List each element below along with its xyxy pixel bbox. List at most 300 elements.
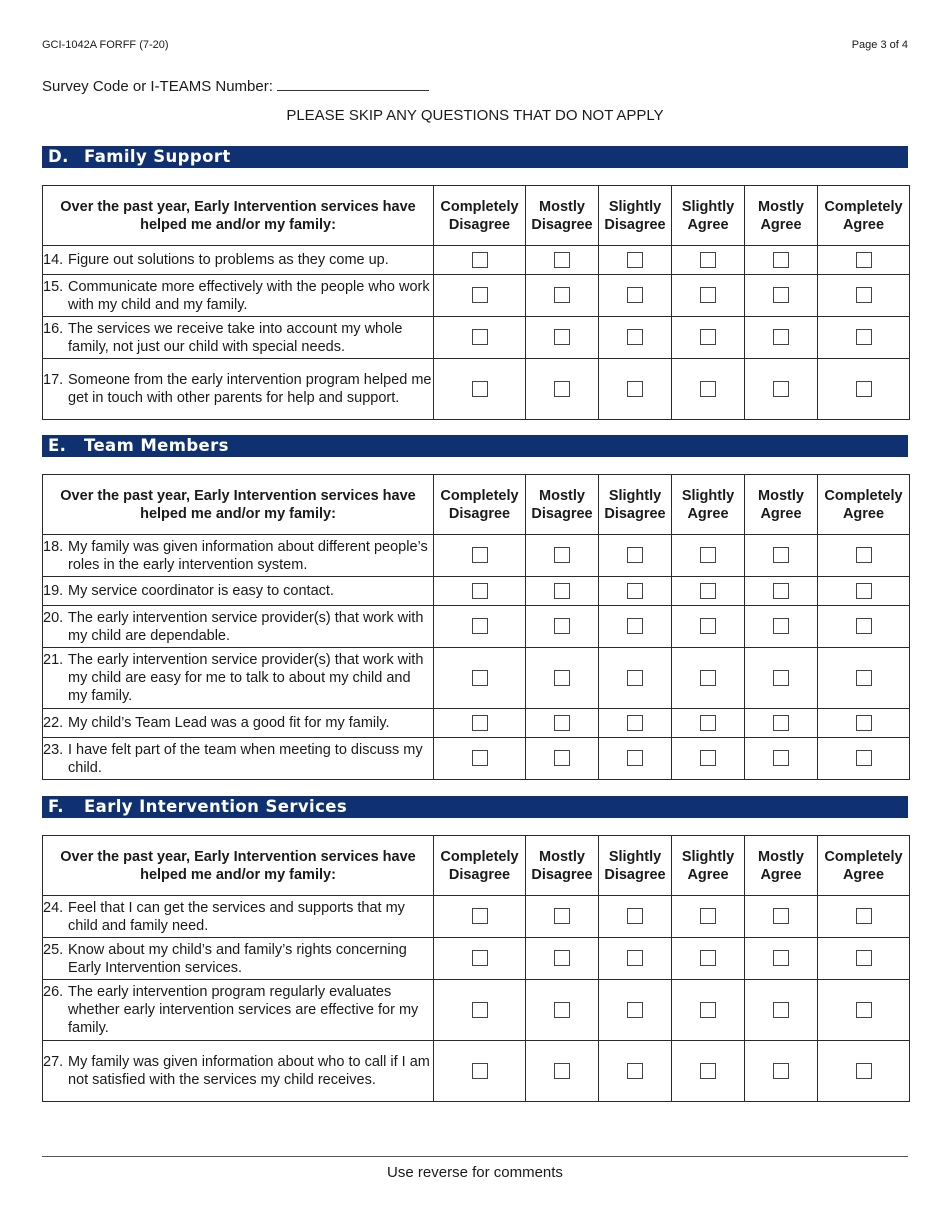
answer-checkbox[interactable] [472,583,488,599]
answer-cell [599,577,672,606]
question-item [43,609,433,645]
answer-checkbox[interactable] [627,329,643,345]
answer-checkbox[interactable] [856,1002,872,1018]
answer-cell [672,1041,745,1102]
answer-cell [672,896,745,938]
answer-checkbox[interactable] [472,715,488,731]
question-number: 14. [43,252,64,268]
scale-heading-line: Mostly [539,487,585,504]
answer-cell [599,246,672,275]
section-title: Team Members [84,436,229,455]
answer-cell [745,738,818,780]
scale-heading-line: Agree [687,216,729,233]
answer-checkbox[interactable] [554,1063,570,1079]
answer-cell [818,577,910,606]
answer-cell [818,317,910,359]
answer-checkbox[interactable] [472,329,488,345]
question-item [43,1053,433,1089]
footer-divider [42,1156,908,1157]
scale-column-heading [434,836,526,896]
answer-cell [818,738,910,780]
answer-checkbox[interactable] [700,908,716,924]
answer-checkbox[interactable] [856,950,872,966]
answer-cell [745,980,818,1041]
question-number: 21. [43,652,64,668]
scale-heading-line: Slightly [608,198,662,215]
question-text: Know about my child’s and family’s rights concerning Early Intervention services. [68,941,407,976]
answer-checkbox[interactable] [554,287,570,303]
answer-cell [818,648,910,709]
section-d-table [42,185,910,420]
answer-checkbox[interactable] [554,1002,570,1018]
answer-checkbox[interactable] [773,950,789,966]
scale-heading-line: Slightly [681,198,735,215]
skip-note: PLEASE SKIP ANY QUESTIONS THAT DO NOT APPLY [286,107,664,124]
answer-checkbox[interactable] [773,329,789,345]
answer-cell [745,648,818,709]
answer-cell [745,317,818,359]
question-item [43,651,433,705]
scale-heading-line: Completely [824,198,903,215]
answer-cell [599,896,672,938]
answer-cell [526,896,599,938]
answer-cell [672,577,745,606]
question-row [43,275,910,317]
scale-heading-line: Completely [824,487,903,504]
question-text: My service coordinator is easy to contact. [68,583,334,599]
scale-column-heading [526,836,599,896]
answer-checkbox[interactable] [700,287,716,303]
answer-cell [672,246,745,275]
answer-cell [599,359,672,420]
question-row [43,938,910,980]
answer-checkbox[interactable] [472,618,488,634]
scale-column-heading [599,186,672,246]
answer-cell [434,738,526,780]
question-row [43,709,910,738]
question-row [43,535,910,577]
answer-checkbox[interactable] [700,547,716,563]
answer-checkbox[interactable] [554,583,570,599]
question-text: My family was given information about different people’s roles in the early intervention system. [68,538,428,573]
answer-cell [434,317,526,359]
answer-cell [818,980,910,1041]
answer-cell [526,535,599,577]
answer-checkbox[interactable] [554,329,570,345]
answer-cell [818,606,910,648]
scale-column-heading [434,186,526,246]
section-letter: E. [48,436,67,455]
scale-heading-line: Disagree [531,216,593,233]
answer-cell [599,317,672,359]
answer-checkbox[interactable] [773,908,789,924]
answer-checkbox[interactable] [554,252,570,268]
answer-checkbox[interactable] [856,908,872,924]
answer-checkbox[interactable] [700,670,716,686]
scale-heading-line: Slightly [608,848,662,865]
question-item [43,741,433,777]
question-row [43,896,910,938]
scale-heading-line: Disagree [604,216,666,233]
scale-column-heading [434,475,526,535]
answer-checkbox[interactable] [856,547,872,563]
scale-heading-line: Agree [760,866,802,883]
question-item [43,538,433,574]
section-e-header [42,435,908,457]
answer-cell [526,938,599,980]
question-item [43,320,433,356]
answer-cell [526,359,599,420]
answer-checkbox[interactable] [856,1063,872,1079]
answer-cell [526,317,599,359]
scale-column-heading [599,475,672,535]
answer-checkbox[interactable] [627,252,643,268]
answer-checkbox[interactable] [856,750,872,766]
answer-cell [599,606,672,648]
scale-heading-line: Mostly [539,198,585,215]
question-cell [43,577,434,606]
answer-cell [818,535,910,577]
answer-cell [526,709,599,738]
answer-checkbox[interactable] [472,670,488,686]
question-row [43,606,910,648]
question-cell [43,938,434,980]
answer-cell [818,275,910,317]
question-item [43,582,433,600]
survey-code-input-line[interactable] [277,77,429,91]
answer-checkbox[interactable] [554,950,570,966]
answer-cell [745,577,818,606]
answer-checkbox[interactable] [554,547,570,563]
scale-column-heading [599,836,672,896]
answer-checkbox[interactable] [554,750,570,766]
answer-cell [434,577,526,606]
answer-checkbox[interactable] [773,547,789,563]
answer-checkbox[interactable] [554,670,570,686]
section-d-header [42,146,908,168]
answer-checkbox[interactable] [856,583,872,599]
answer-checkbox[interactable] [773,715,789,731]
scale-heading-line: Agree [842,216,885,233]
answer-cell [434,980,526,1041]
answer-checkbox[interactable] [700,715,716,731]
answer-cell [745,535,818,577]
answer-cell [434,606,526,648]
scale-heading-line: Disagree [604,505,666,522]
answer-checkbox[interactable] [856,287,872,303]
answer-cell [745,246,818,275]
answer-checkbox[interactable] [627,670,643,686]
answer-cell [818,359,910,420]
question-cell [43,275,434,317]
answer-checkbox[interactable] [700,252,716,268]
question-text: Communicate more effectively with the people who work with my child and my family. [68,278,430,313]
answer-checkbox[interactable] [472,252,488,268]
answer-cell [526,738,599,780]
answer-cell [434,246,526,275]
scale-column-heading [745,475,818,535]
answer-cell [599,709,672,738]
question-number: 17. [43,372,64,388]
answer-cell [672,606,745,648]
answer-checkbox[interactable] [627,1063,643,1079]
answer-checkbox[interactable] [472,750,488,766]
answer-checkbox[interactable] [856,329,872,345]
answer-cell [672,980,745,1041]
answer-checkbox[interactable] [700,1002,716,1018]
answer-cell [818,246,910,275]
answer-cell [434,275,526,317]
scale-column-heading [526,186,599,246]
question-row [43,577,910,606]
answer-checkbox[interactable] [472,950,488,966]
answer-checkbox[interactable] [773,618,789,634]
scale-heading-line: Mostly [539,848,585,865]
answer-cell [526,577,599,606]
scale-column-heading [672,836,745,896]
scale-column-heading [672,186,745,246]
section-letter: F. [48,797,64,816]
scale-heading-line: Disagree [604,866,666,883]
answer-checkbox[interactable] [554,908,570,924]
question-cell [43,317,434,359]
question-cell [43,359,434,420]
answer-checkbox[interactable] [554,618,570,634]
answer-checkbox[interactable] [627,750,643,766]
question-row [43,246,910,275]
question-item [43,941,433,977]
answer-checkbox[interactable] [773,252,789,268]
question-item [43,251,433,269]
scale-heading-line: Agree [842,866,885,883]
question-column-heading: Over the past year, Early Intervention services have helped me and/or my family: [43,475,434,535]
answer-checkbox[interactable] [627,287,643,303]
scale-heading-line: Slightly [681,487,735,504]
answer-checkbox[interactable] [472,1002,488,1018]
answer-cell [672,275,745,317]
survey-code-row [42,77,429,95]
question-text: Someone from the early intervention program helped me get in touch with other parents for help and support. [68,372,432,406]
scale-column-heading [526,475,599,535]
scale-column-heading [745,836,818,896]
answer-cell [434,709,526,738]
answer-checkbox[interactable] [773,287,789,303]
answer-checkbox[interactable] [554,381,570,397]
scale-heading-line: Slightly [681,848,735,865]
answer-cell [526,606,599,648]
answer-checkbox[interactable] [700,618,716,634]
scale-heading-line: Agree [687,866,729,883]
question-row [43,738,910,780]
answer-checkbox[interactable] [856,252,872,268]
answer-checkbox[interactable] [472,287,488,303]
table-header-row [43,475,910,535]
question-cell [43,709,434,738]
answer-checkbox[interactable] [773,750,789,766]
answer-checkbox[interactable] [773,381,789,397]
answer-cell [745,896,818,938]
question-cell [43,980,434,1041]
section-title: Early Intervention Services [84,797,348,816]
scale-heading-line: Completely [440,198,519,215]
answer-checkbox[interactable] [856,381,872,397]
answer-cell [434,1041,526,1102]
answer-checkbox[interactable] [773,1002,789,1018]
question-cell [43,535,434,577]
question-text: Figure out solutions to problems as they come up. [68,252,389,268]
answer-cell [818,938,910,980]
answer-checkbox[interactable] [627,547,643,563]
question-text: The early intervention service provider(s) that work with my child are easy for me to talk to about my child and my family. [68,652,424,704]
answer-cell [745,359,818,420]
answer-cell [818,1041,910,1102]
answer-checkbox[interactable] [472,1063,488,1079]
scale-heading-line: Disagree [448,505,511,522]
answer-checkbox[interactable] [627,583,643,599]
scale-column-heading [818,475,910,535]
answer-cell [526,246,599,275]
answer-checkbox[interactable] [627,1002,643,1018]
answer-checkbox[interactable] [700,583,716,599]
answer-cell [434,359,526,420]
question-number: 20. [43,609,64,626]
answer-cell [599,980,672,1041]
form-id: GCI-1042A FORFF (7-20) [42,39,169,51]
answer-cell [526,1041,599,1102]
table-header-row [43,186,910,246]
question-text: My family was given information about who to call if I am not satisfied with the services my child receives. [68,1054,430,1088]
scale-column-heading [745,186,818,246]
answer-checkbox[interactable] [627,381,643,397]
section-title: Family Support [84,147,231,166]
answer-cell [599,938,672,980]
scale-heading-line: Completely [440,487,519,504]
answer-checkbox[interactable] [700,1063,716,1079]
page-number: Page 3 of 4 [851,39,908,51]
question-cell [43,246,434,275]
answer-cell [672,359,745,420]
answer-checkbox[interactable] [773,583,789,599]
answer-cell [599,1041,672,1102]
answer-checkbox[interactable] [700,950,716,966]
scale-heading-line: Mostly [758,848,804,865]
question-column-heading: Over the past year, Early Intervention services have helped me and/or my family: [43,186,434,246]
question-row [43,359,910,420]
question-item [43,899,433,935]
answer-cell [672,648,745,709]
question-cell [43,1041,434,1102]
question-item [43,714,433,732]
answer-cell [745,938,818,980]
answer-checkbox[interactable] [554,715,570,731]
scale-heading-line: Agree [687,505,729,522]
answer-cell [599,535,672,577]
question-number: 22. [43,715,64,731]
table-header-row [43,836,910,896]
footer-note: Use reverse for comments [387,1164,563,1181]
answer-checkbox[interactable] [627,950,643,966]
answer-cell [672,535,745,577]
question-number: 27. [43,1054,64,1070]
question-number: 25. [43,941,64,958]
question-number: 15. [43,278,64,295]
question-cell [43,606,434,648]
question-text: My child’s Team Lead was a good fit for my family. [68,715,390,731]
question-cell [43,738,434,780]
answer-cell [745,606,818,648]
answer-checkbox[interactable] [472,381,488,397]
answer-checkbox[interactable] [472,908,488,924]
answer-checkbox[interactable] [856,618,872,634]
answer-cell [745,709,818,738]
answer-checkbox[interactable] [700,329,716,345]
answer-checkbox[interactable] [856,715,872,731]
answer-cell [599,275,672,317]
scale-heading-line: Disagree [448,216,511,233]
answer-checkbox[interactable] [472,547,488,563]
answer-checkbox[interactable] [773,670,789,686]
scale-heading-line: Disagree [531,505,593,522]
answer-cell [434,896,526,938]
answer-cell [526,275,599,317]
question-item [43,278,433,314]
question-cell [43,648,434,709]
question-text: The early intervention service provider(s) that work with my child are dependable. [68,609,424,644]
question-text: The early intervention program regularly evaluates whether early intervention services are effective for my family. [68,984,419,1036]
scale-heading-line: Mostly [758,198,804,215]
question-number: 19. [43,583,64,599]
answer-cell [526,648,599,709]
answer-checkbox[interactable] [773,1063,789,1079]
scale-heading-line: Completely [440,848,519,865]
answer-checkbox[interactable] [627,715,643,731]
question-cell [43,896,434,938]
question-number: 18. [43,538,64,555]
answer-checkbox[interactable] [856,670,872,686]
scale-column-heading [818,836,910,896]
question-row [43,980,910,1041]
question-text: I have felt part of the team when meeting to discuss my child. [68,741,423,776]
scale-heading-line: Agree [842,505,885,522]
question-item [43,371,433,407]
question-number: 23. [43,741,64,758]
scale-column-heading [818,186,910,246]
section-f-header [42,796,908,818]
survey-code-label: Survey Code or I-TEAMS Number: [42,78,273,95]
section-f-table [42,835,910,1102]
answer-checkbox[interactable] [627,908,643,924]
scale-heading-line: Disagree [531,866,593,883]
answer-cell [745,275,818,317]
answer-checkbox[interactable] [627,618,643,634]
question-number: 24. [43,899,64,916]
answer-checkbox[interactable] [700,381,716,397]
question-number: 16. [43,320,64,337]
answer-cell [434,938,526,980]
question-number: 26. [43,984,64,1000]
scale-heading-line: Mostly [758,487,804,504]
scale-heading-line: Agree [760,216,802,233]
answer-checkbox[interactable] [700,750,716,766]
answer-cell [745,1041,818,1102]
scale-heading-line: Agree [760,505,802,522]
question-item [43,983,433,1037]
question-row [43,1041,910,1102]
question-text: Feel that I can get the services and supports that my child and family need. [68,899,405,934]
answer-cell [672,938,745,980]
answer-cell [818,896,910,938]
answer-cell [434,535,526,577]
